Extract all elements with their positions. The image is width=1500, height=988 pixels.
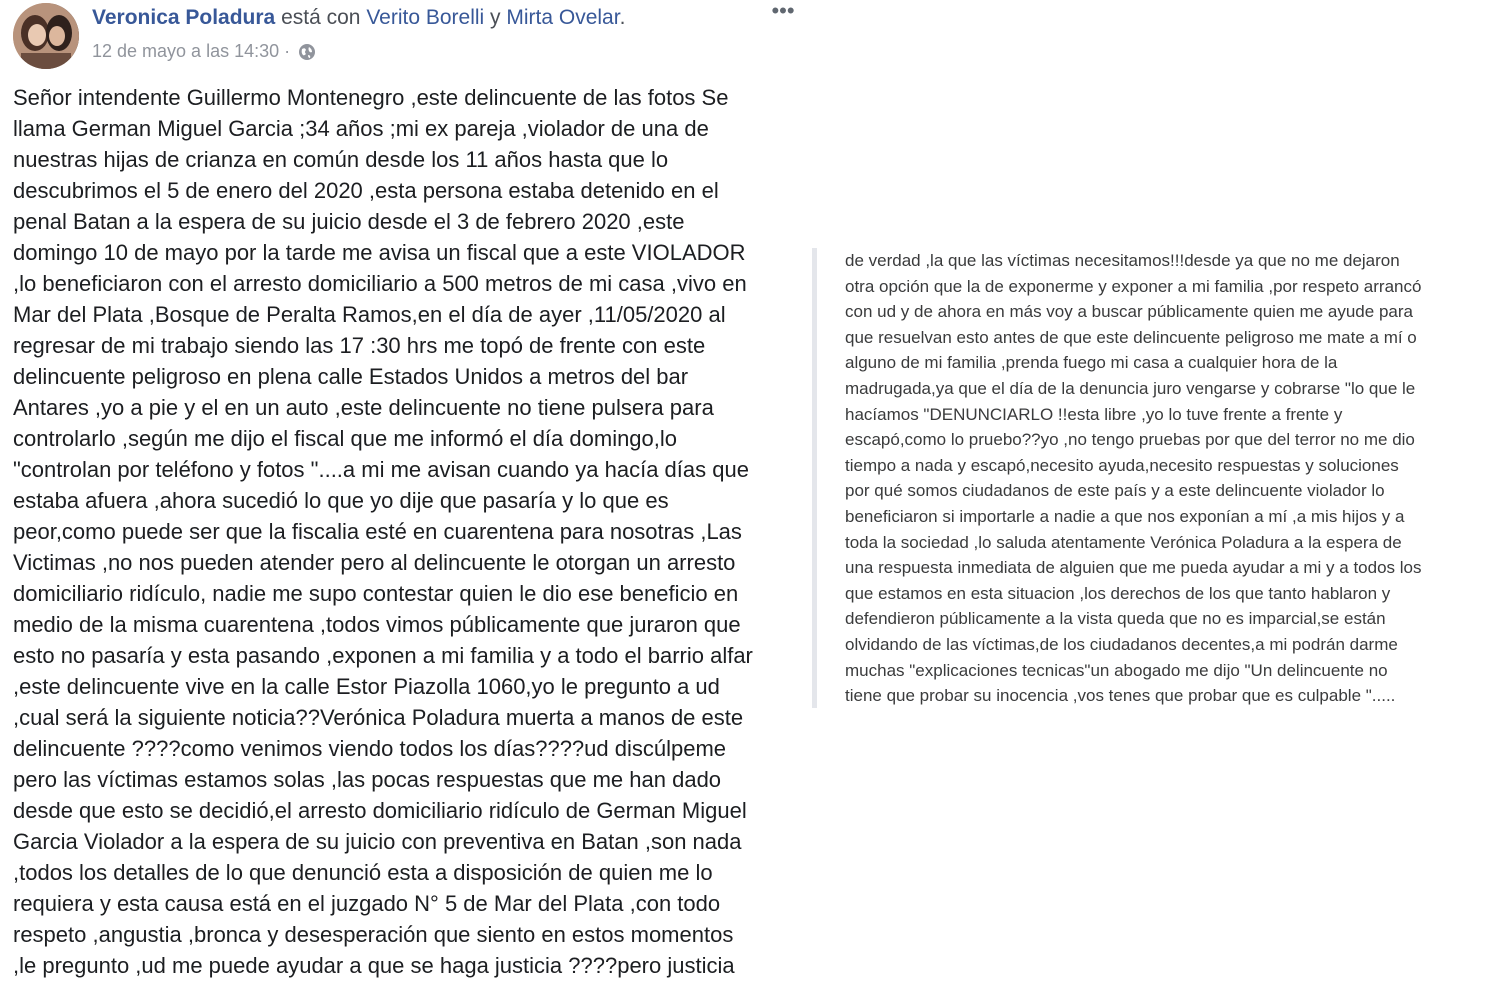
and-text: y <box>484 6 507 29</box>
globe-icon[interactable] <box>298 43 316 61</box>
continuation-text: de verdad ,la que las víctimas necesitamos!!!desde ya que no me dejaron otra opción que la de exponerme y exponer a mi familia ,por respeto arrancó con ud y de ahora en más voy a buscar públicamente quien me ayude para que resuelvan esto antes de que este delincuente peligroso me mate a mí o alguno de mi familia ,prenda fuego mi casa a cualquier hora de la madrugada,ya que el día de la denuncia juro vengarse y cobrarse "lo que le hacíamos "DENUNCIARLO !!esta libre ,yo lo tuve frente a frente y escapó,como lo pruebo??yo ,no tengo pruebas por que del terror no me dio tiempo a nada y escapó,necesito ayuda,necesito respuestas y soluciones por qué somos ciudadanos de este país y a este delincuente violador lo beneficiaron si importarle a nadie a que nos exponían a mí ,a mis hijos y a toda la sociedad ,lo saluda atentamente Verónica Poladura a la espera de una respuesta inmediata de alguien que me pueda ayudar a mi y a todos los que estamos en esta situacion ,los derechos de los que tanto hablaron y defendieron públicamente a la vista queda que no es imparcial,se están olvidando de las víctimas,de los ciudadanos decentes,a mi podrán darme muchas "explicaciones tecnicas"un abogado me dijo "Un delincuente no tiene que probar su inocencia ,vos tenes que probar que es culpable "..... <box>845 251 1422 706</box>
post-meta <box>92 41 316 62</box>
header-end-punct: . <box>619 6 626 29</box>
more-options-icon[interactable]: ••• <box>771 0 795 23</box>
author-avatar[interactable] <box>13 3 79 69</box>
post-body-text: Señor intendente Guillermo Montenegro ,este delincuente de las fotos Se llama German Miguel Garcia ;34 años ;mi ex pareja ,violador de una de nuestras hijas de crianza en común desde los 11 años hasta que lo descubrimos el 5 de enero del 2020 ,esta persona estaba detenido en el penal Batan a la espera de su juicio desde el 3 de febrero 2020 ,este domingo 10 de mayo por la tarde me avisa un fiscal que a este VIOLADOR ,lo beneficiaron con el arresto domiciliario a 500 metros de mi casa ,vivo en Mar del Plata ,Bosque de Peralta Ramos,en el día de ayer ,11/05/2020 al regresar de mi trabajo siendo las 17 :30 hrs me topó de frente con este delincuente peligroso en plena calle Estados Unidos a metros del bar Antares ,yo a pie y el en un auto ,este delincuente no tiene pulsera para controlarlo ,según me dijo el fiscal que me informó el día domingo,lo "controlan por teléfono y fotos "....a mi me avisan cuando ya hacía días que estaba afuera ,ahora sucedió lo que yo dije que pasaría y lo que es peor,como puede ser que la fiscalia esté en cuarentena para nosotras ,Las Victimas ,no nos pueden atender pero al delincuente le otorgan un arresto domiciliario ridículo, nadie me supo contestar quien le dio ese beneficio en medio de la misma cuarentena ,todos vimos públicamente que juraron que esto no pasaría y esta pasando ,exponen a mi familia y a todo el barrio alfar ,este delincuente vive en la calle Estor Piazolla 1060,yo le pregunto a ud ,cual será la siguiente noticia??Verónica Poladura muerta a manos de este delincuente ????como venimos viendo todos los días????ud discúlpeme pero las víctimas estamos solas ,las pocas respuestas que me han dado desde que esto se decidió,el arresto domiciliario ridículo de German Miguel Garcia Violador a la espera de su juicio con preventiva en Batan ,son nada ,todos los detalles de lo que denunció esta a disposición de quien me lo requiera y esta causa está en el juzgado N° 5 de Mar del Plata ,con todo respeto ,angustia ,bronca y desesperación que siento en estos momentos ,le pregunto ,ud me puede ayudar a que se haga justicia ????pero justicia <box>13 85 753 978</box>
author-name-link[interactable]: Veronica Poladura <box>92 6 276 29</box>
post-header <box>92 6 625 30</box>
tagged-person-2-link[interactable]: Mirta Ovelar <box>506 6 620 29</box>
post-continuation-quote <box>812 248 1497 708</box>
avatar-photo-icon <box>13 3 79 69</box>
post-timestamp-link[interactable]: 12 de mayo a las 14:30 · <box>92 41 291 61</box>
tagged-person-1-link[interactable]: Verito Borelli <box>366 6 485 29</box>
with-text: está con <box>275 6 367 29</box>
